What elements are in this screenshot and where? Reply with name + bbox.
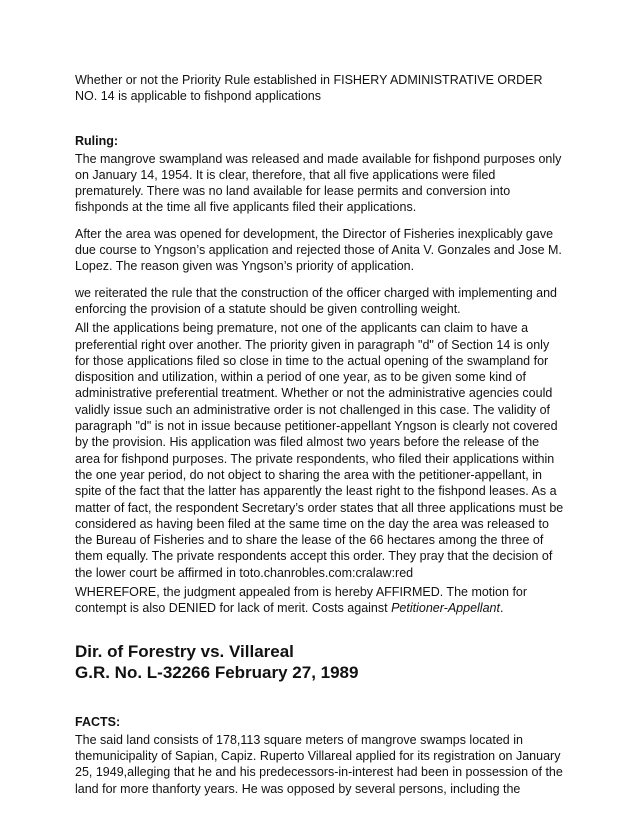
ruling-heading: Ruling: <box>75 133 119 148</box>
disposition-text: WHEREFORE, the judgment appealed from is hereby AFFIRMED. The motion for contempt is also DENIED for lack of merit. Costs against <box>75 585 528 616</box>
case-citation: G.R. No. L-32266 February 27, 1989 <box>75 662 359 682</box>
issue-statement: Whether or not the Priority Rule established in FISHERY ADMINISTRATIVE ORDER NO. 14 is applicable to fishpond applications <box>75 73 543 104</box>
ruling-paragraph-5 <box>75 584 567 617</box>
ruling-paragraph-4: All the applications being premature, not one of the applicants can claim to have a preferential right over another. The priority given in paragraph "d" of Section 14 is only for those applications filed so close in time to the actual opening of the swampland for disposition and utilization, within a period of one year, as to be given some kind of administrative preferential treatment. Whether or not the administrative agencies could validly issue such an administrative order is not challenged in this case. The validity of paragraph "d" is not in issue because petitioner-appellant Yngson is clearly not covered by the provision. His application was filed almost two years before the release of the area for fishpond purposes. The private respondents, who filed their applications within the one year period, do not object to sharing the area with the petitioner-appellant, in spite of the fact that the latter has apparently the least right to the fishpond leases. As a matter of fact, the respondent Secretary’s order states that all three applications must be considered as having been filed at the same time on the day the area was released to the Bureau of Fisheries and to share the lease of the 66 hectares among the three of them equally. The private respondents accept this order. They pray that the decision of the lower court be affirmed in toto.chanrobles.com:cralaw:red <box>75 321 564 580</box>
document-page <box>75 72 567 797</box>
case-title: Dir. of Forestry vs. Villareal <box>75 641 294 661</box>
disposition-end: . <box>499 601 504 616</box>
facts-heading: FACTS: <box>75 714 121 729</box>
case-header <box>75 641 567 683</box>
ruling-paragraph-1: The mangrove swampland was released and made available for fishpond purposes only on January 14, 1954. It is clear, therefore, that all five applications were filed prematurely. There was no land available for lease permits and conversion into fishponds at the time all five applicants filed their applications. <box>75 151 562 215</box>
ruling-paragraph-2: After the area was opened for development, the Director of Fisheries inexplicably gave due course to Yngson’s application and rejected those of Anita V. Gonzales and Jose M. Lopez. The reason given was Yngson’s priority of application. <box>75 226 562 274</box>
ruling-paragraph-3: we reiterated the rule that the construction of the officer charged with implementing and enforcing the provision of a statute should be given controlling weight. <box>75 285 557 316</box>
facts-paragraph-1: The said land consists of 178,113 square meters of mangrove swamps located in themunicipality of Sapian, Capiz. Ruperto Villareal applied for its registration on January 25, 1949,alleging that he and his predecessors-in-interest had been in possession of the land for more thanforty years. He was opposed by several persons, including the <box>75 732 563 796</box>
disposition-party: Petitioner-Appellant <box>391 601 500 616</box>
